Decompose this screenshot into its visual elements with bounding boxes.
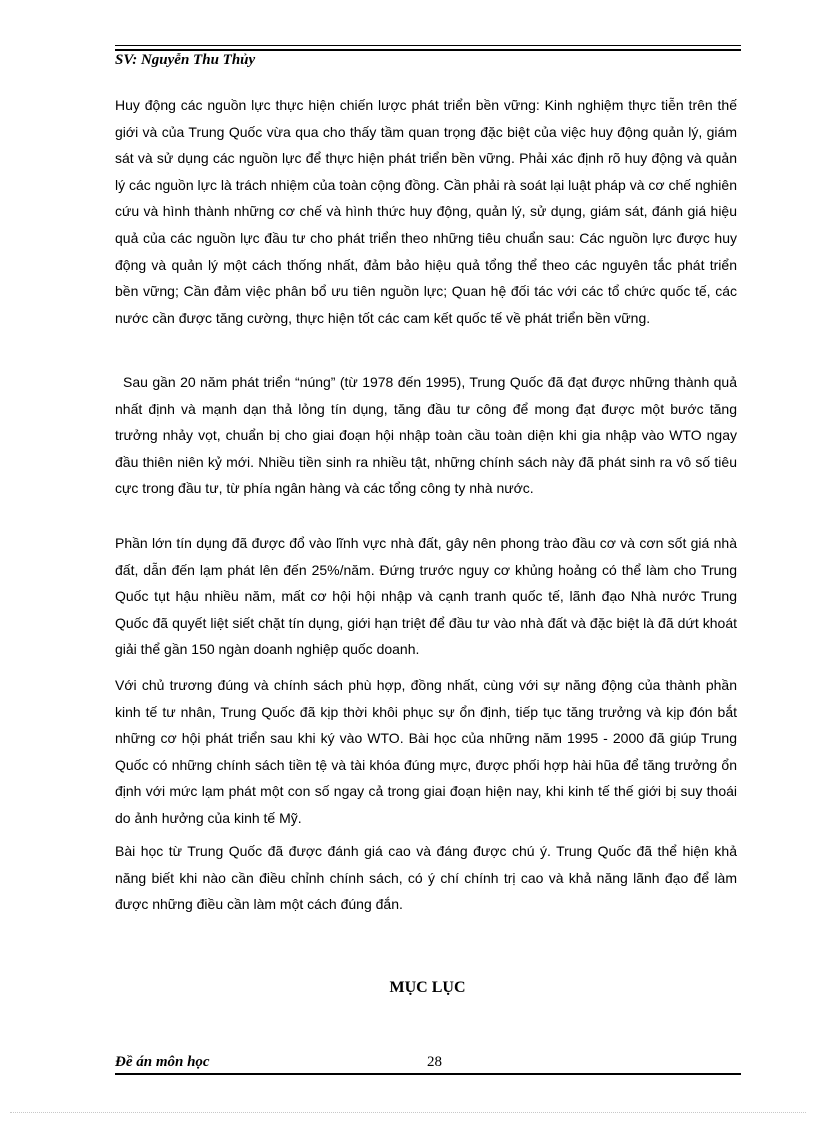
page-bottom-dotted-line [10, 1112, 806, 1113]
header-author: SV: Nguyễn Thu Thủy [115, 52, 256, 68]
footer-rule [115, 1073, 741, 1075]
paragraph-resources: Huy động các nguồn lực thực hiện chiến lược phát triển bền vững: Kinh nghiệm thực tiễn trên thế giới và của Trung Quốc vừa qua cho thấy tầm quan trọng đặc biệt của việc huy động quản lý, giám sát và sử dụng các nguồn lực để thực hiện phát triển bền vững. Phải xác định rõ huy động và quản lý các nguồn lực là trách nhiệm của toàn cộng đồng. Cần phải rà soát lại luật pháp và cơ chế nghiên cứu và hình thành những cơ chế và hình thức huy động, quản lý, sử dụng, giám sát, đánh giá hiệu quả của các nguồn lực đầu tư cho phát triển theo những tiêu chuẩn sau: Các nguồn lực được huy động và quản lý một cách thống nhất, đảm bảo hiệu quả tổng thể theo các nguyên tắc phát triển bền vững; Cần đảm việc phân bổ ưu tiên nguồn lực; Quan hệ đối tác với các tổ chức quốc tế, các nước cần được tăng cường, thực hiện tốt các cam kết quốc tế về phát triển bền vững. [115, 97, 737, 326]
paragraph-policy: Với chủ trương đúng và chính sách phù hợp, đồng nhất, cùng với sự năng động của thành phần kinh tế tư nhân, Trung Quốc đã kịp thời khôi phục sự ổn định, tiếp tục tăng trưởng và kịp đón bắt những cơ hội phát triển sau khi ký vào WTO. Bài học của những năm 1995 - 2000 đã giúp Trung Quốc có những chính sách tiền tệ và tài khóa đúng mực, được phối hợp hài hũa để tăng trưởng ổn định với mức lạm phát một con số ngay cả trong giai đoạn hiện nay, khi kinh tế thế giới bị suy thoái do ảnh hưởng của kinh tế Mỹ. [115, 677, 737, 826]
header-rule-bottom [115, 49, 741, 51]
header-rule-top [115, 45, 741, 46]
paragraph-credit-boom: Sau gần 20 năm phát triển “núng” (từ 1978 đến 1995), Trung Quốc đã đạt được những thành quả nhất định và mạnh dạn thả lỏng tín dụng, tăng đầu tư công để mong đạt được một bước tăng trưởng nhảy vọt, chuẩn bị cho giai đoạn hội nhập toàn cầu toàn diện khi gia nhập vào WTO ngay đầu thiên niên kỷ mới. Nhiều tiền sinh ra nhiều tật, những chính sách này đã phát sinh ra vô số tiêu cực trong đầu tư, từ phía ngân hàng và các tổng công ty nhà nước. [115, 374, 737, 497]
section-title: MỤC LỤC [389, 979, 466, 996]
paragraph-lessons: Bài học từ Trung Quốc đã được đánh giá cao và đáng được chú ý. Trung Quốc đã thể hiện khả năng biết khi nào cần điều chỉnh chính sách, có ý chí chính trị cao và khả năng lãnh đạo để làm được những điều cần làm một cách đúng đắn. [115, 843, 737, 913]
page-number: 28 [427, 1054, 442, 1070]
footer-course: Đề án môn học [115, 1054, 210, 1070]
paragraph-real-estate: Phần lớn tín dụng đã được đổ vào lĩnh vực nhà đất, gây nên phong trào đầu cơ và cơn sốt giá nhà đất, dẫn đến lạm phát lên đến 25%/năm. Đứng trước nguy cơ khủng hoảng có thể làm cho Trung Quốc tụt hậu nhiều năm, mất cơ hội hội nhập và cạnh tranh quốc tế, lãnh đạo Nhà nước Trung Quốc đã quyết liệt siết chặt tín dụng, giới hạn triệt để đầu tư vào nhà đất và đặc biệt là đã dứt khoát giải thể gần 150 ngàn doanh nghiệp quốc doanh. [115, 535, 737, 658]
